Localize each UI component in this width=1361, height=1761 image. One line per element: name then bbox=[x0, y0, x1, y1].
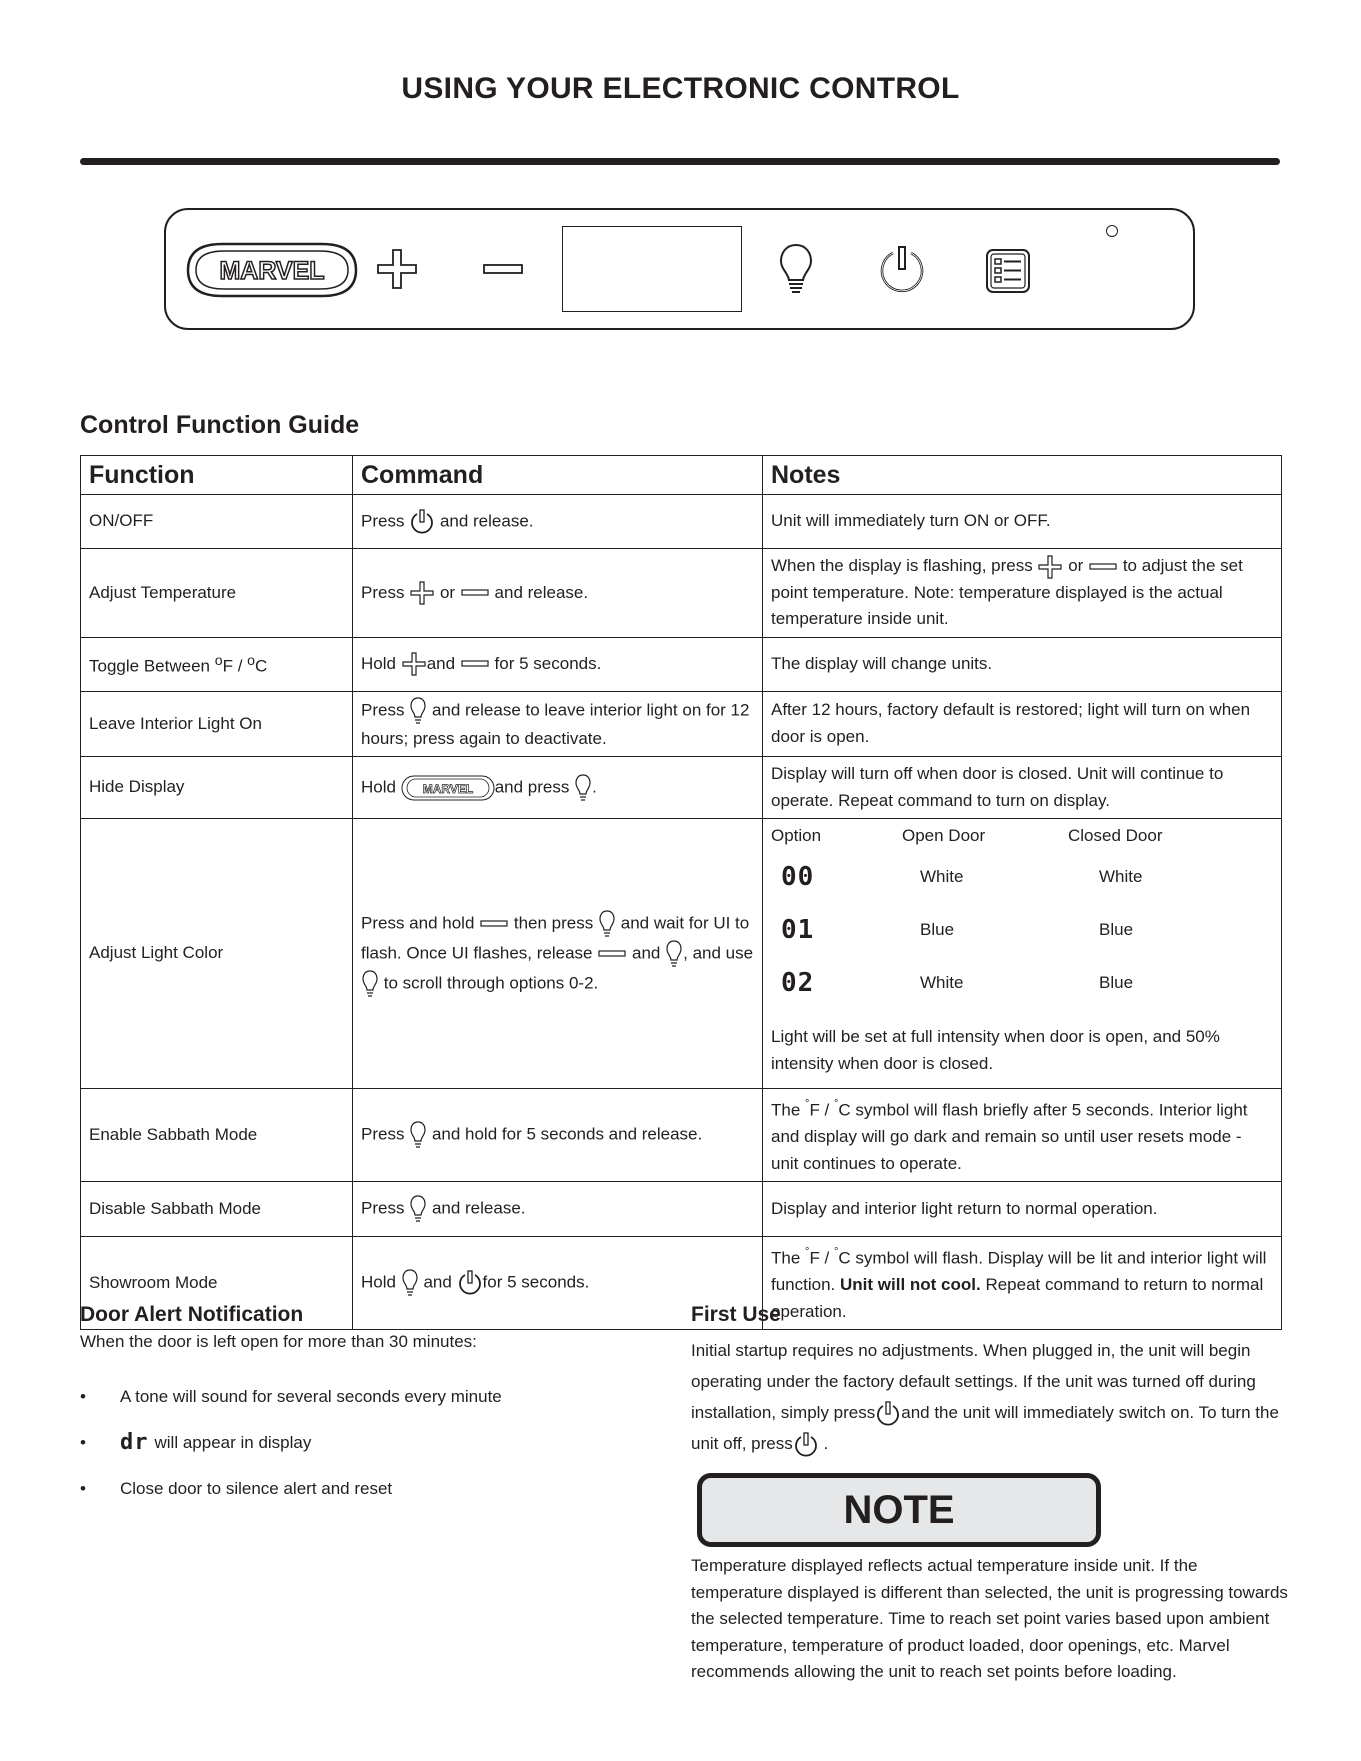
notes-text: The bbox=[771, 1100, 801, 1120]
door-alert-section bbox=[80, 1300, 640, 1512]
power-icon bbox=[878, 245, 926, 293]
notes-bold-text: Unit will not cool. bbox=[840, 1275, 981, 1295]
section-title-control-guide: Control Function Guide bbox=[80, 411, 360, 439]
options-header-open: Open Door bbox=[902, 825, 986, 845]
command-text: Press bbox=[361, 1198, 405, 1218]
degree-symbol: ° bbox=[834, 1098, 839, 1111]
command-text: Hold bbox=[361, 653, 396, 673]
function-cell: Leave Interior Light On bbox=[81, 691, 353, 757]
function-text: C bbox=[255, 656, 268, 676]
function-cell: Adjust Temperature bbox=[81, 549, 353, 638]
command-text: and press bbox=[494, 777, 570, 796]
command-text: and bbox=[426, 653, 456, 673]
notes-cell: The display will change units. bbox=[763, 637, 1282, 691]
notes-text: F / bbox=[809, 1100, 830, 1120]
light-bulb-icon bbox=[665, 939, 683, 969]
list-item-text: will appear in display bbox=[154, 1433, 312, 1452]
header-command: Command bbox=[353, 456, 763, 495]
plus-icon bbox=[1037, 554, 1063, 580]
option-closed-color: Blue bbox=[1099, 920, 1134, 940]
degree-symbol: o bbox=[214, 652, 223, 669]
power-icon bbox=[875, 1400, 901, 1428]
minus-icon bbox=[479, 919, 509, 929]
marvel-logo bbox=[182, 238, 362, 302]
function-cell: Disable Sabbath Mode bbox=[81, 1182, 353, 1237]
option-code: 00 bbox=[781, 862, 815, 893]
table-row bbox=[81, 549, 1282, 638]
header-function: Function bbox=[81, 456, 353, 495]
command-text: Press bbox=[361, 582, 405, 602]
first-use-text-part: . bbox=[823, 1434, 829, 1453]
command-text: and wait for UI to flash. Once UI flashes, release bbox=[361, 913, 750, 962]
function-text: F / bbox=[222, 656, 243, 676]
notes-text: Repeat command to return to normal operation. bbox=[771, 1275, 1264, 1321]
command-text: and release to leave interior light on for 12 hours; press again to deactivate. bbox=[361, 700, 750, 748]
menu-icon bbox=[985, 248, 1031, 294]
command-text: and release. bbox=[494, 582, 589, 602]
command-text: Press bbox=[361, 1124, 405, 1144]
notes-cell: Display will turn off when door is closed. Unit will continue to operate. Repeat command to turn on display. bbox=[763, 757, 1282, 819]
table-row bbox=[81, 691, 1282, 757]
command-cell bbox=[353, 1182, 763, 1237]
notes-cell bbox=[763, 1089, 1282, 1182]
door-alert-code: • dr bbox=[120, 1430, 149, 1455]
command-text: Press bbox=[361, 700, 405, 719]
command-text: for 5 seconds. bbox=[494, 653, 602, 673]
notes-cell bbox=[763, 819, 1282, 1089]
command-cell bbox=[353, 691, 763, 757]
notes-text: C symbol will flash briefly after 5 seconds. Interior light and display will go dark and remain so until user resets mode - unit continues to operate. bbox=[771, 1100, 1248, 1173]
marvel-logo-text: MARVEL bbox=[219, 257, 325, 285]
option-open-color: White bbox=[920, 867, 964, 887]
command-text: Press and hold bbox=[361, 913, 475, 932]
command-cell bbox=[353, 819, 763, 1089]
list-item bbox=[80, 1374, 640, 1420]
option-code: 02 bbox=[781, 968, 815, 999]
first-use-text-part: and the unit will immediately switch on. To turn the unit off, press bbox=[691, 1403, 1279, 1453]
notes-text: When the display is flashing, press bbox=[771, 556, 1033, 575]
command-text: and use bbox=[692, 943, 754, 962]
minus-icon bbox=[1088, 562, 1118, 572]
indicator-led bbox=[1106, 225, 1118, 237]
command-text: and bbox=[423, 1272, 452, 1292]
plus-icon bbox=[376, 248, 418, 290]
door-alert-intro: When the door is left open for more than 30 minutes: bbox=[80, 1332, 477, 1351]
function-cell: Showroom Mode bbox=[81, 1237, 353, 1330]
command-text: and release. bbox=[439, 510, 534, 530]
title-rule bbox=[80, 158, 1280, 165]
header-notes: Notes bbox=[763, 456, 1282, 495]
command-text: and hold for 5 seconds and release. bbox=[431, 1124, 703, 1144]
first-use-title: First Use bbox=[691, 1303, 781, 1326]
command-text: . bbox=[592, 777, 597, 796]
option-row bbox=[771, 904, 1273, 957]
options-header-option: Option bbox=[771, 825, 822, 845]
note-text: Temperature displayed reflects actual temperature inside unit. If the temperature displayed is different than selected, the unit is progressing towards the selected temperature. Time to reach set point varies based upon ambient temperature, temperature of product loaded, door openings, etc. Marvel recommends allowing the unit to reach set points before loading. bbox=[691, 1556, 1288, 1681]
plus-icon bbox=[401, 651, 427, 677]
option-open-color: White bbox=[920, 973, 964, 993]
light-bulb-icon bbox=[598, 909, 616, 939]
light-bulb-icon bbox=[401, 1268, 419, 1298]
command-text: Press bbox=[361, 510, 405, 530]
command-cell bbox=[353, 1089, 763, 1182]
option-row bbox=[771, 851, 1273, 904]
command-text: Hold bbox=[361, 777, 396, 796]
function-cell: Hide Display bbox=[81, 757, 353, 819]
function-cell: Enable Sabbath Mode bbox=[81, 1089, 353, 1182]
notes-text: to adjust the set point temperature. Note: temperature displayed is the actual temperature inside unit. bbox=[771, 556, 1243, 629]
options-header bbox=[771, 821, 1273, 851]
light-bulb-icon bbox=[409, 696, 427, 726]
command-cell bbox=[353, 495, 763, 549]
notes-cell: Unit will immediately turn ON or OFF. bbox=[763, 495, 1282, 549]
command-text: or bbox=[439, 582, 456, 602]
list-item bbox=[80, 1466, 640, 1512]
command-text: then press bbox=[513, 913, 594, 932]
table-row bbox=[81, 1089, 1282, 1182]
command-text: and release. bbox=[431, 1198, 526, 1218]
function-cell: ON/OFF bbox=[81, 495, 353, 549]
table-row bbox=[81, 637, 1282, 691]
degree-symbol: ° bbox=[834, 1246, 839, 1259]
list-item bbox=[80, 1420, 640, 1466]
command-cell bbox=[353, 637, 763, 691]
list-item-text: • A tone will sound for several seconds every minute bbox=[120, 1387, 502, 1406]
marvel-logo-text: MARVEL bbox=[422, 781, 473, 796]
option-row bbox=[771, 957, 1273, 1010]
notes-text: or bbox=[1068, 556, 1084, 575]
marvel-logo-icon bbox=[401, 774, 495, 802]
light-bulb-icon bbox=[409, 1120, 427, 1150]
door-alert-list bbox=[80, 1374, 640, 1512]
command-cell bbox=[353, 549, 763, 638]
function-text: Toggle Between bbox=[89, 656, 210, 676]
option-code: 01 bbox=[781, 915, 815, 946]
control-panel-diagram bbox=[164, 208, 1195, 330]
table-header-row bbox=[81, 456, 1282, 495]
notes-cell: After 12 hours, factory default is restored; light will turn on when door is open. bbox=[763, 691, 1282, 757]
options-header-closed: Closed Door bbox=[1068, 825, 1163, 845]
light-bulb-icon bbox=[409, 1194, 427, 1224]
table-row bbox=[81, 495, 1282, 549]
option-open-color: Blue bbox=[920, 920, 955, 940]
door-alert-title: Door Alert Notification bbox=[80, 1303, 304, 1326]
degree-symbol: ° bbox=[805, 1098, 810, 1111]
plus-icon bbox=[409, 580, 435, 606]
table-row bbox=[81, 1182, 1282, 1237]
degree-symbol: ° bbox=[805, 1246, 810, 1259]
power-icon bbox=[793, 1431, 819, 1459]
page-title: USING YOUR ELECTRONIC CONTROL bbox=[401, 72, 960, 105]
light-bulb-icon bbox=[574, 773, 592, 803]
display-window bbox=[562, 226, 742, 312]
function-cell: Adjust Light Color bbox=[81, 819, 353, 1089]
list-item-text: • Close door to silence alert and reset bbox=[120, 1479, 393, 1498]
minus-icon bbox=[460, 659, 490, 669]
power-icon bbox=[409, 508, 435, 536]
command-text: Hold bbox=[361, 1272, 396, 1292]
notes-cell bbox=[763, 549, 1282, 638]
notes-cell bbox=[763, 1237, 1282, 1330]
control-function-table bbox=[80, 455, 1282, 1330]
note-banner: NOTE bbox=[697, 1473, 1101, 1547]
table-row bbox=[81, 819, 1282, 1089]
minus-icon bbox=[597, 949, 627, 959]
option-closed-color: White bbox=[1099, 867, 1143, 887]
table-row bbox=[81, 757, 1282, 819]
light-bulb-icon bbox=[778, 242, 814, 296]
command-text: for 5 seconds. bbox=[482, 1272, 590, 1292]
notes-text: F / bbox=[809, 1248, 830, 1268]
minus-icon bbox=[460, 588, 490, 598]
notes-text: The bbox=[771, 1248, 801, 1268]
power-icon bbox=[457, 1269, 483, 1297]
degree-symbol: o bbox=[247, 652, 256, 669]
notes-text: Light will be set at full intensity when door is open, and 50% intensity when door is closed. bbox=[771, 1027, 1220, 1073]
command-cell bbox=[353, 757, 763, 819]
minus-icon bbox=[482, 262, 524, 276]
function-cell bbox=[81, 637, 353, 691]
command-text: , bbox=[683, 943, 688, 962]
notes-cell: Display and interior light return to normal operation. bbox=[763, 1182, 1282, 1237]
first-use-text bbox=[691, 1335, 1301, 1459]
option-closed-color: Blue bbox=[1099, 973, 1134, 993]
notes-text: C symbol will flash. Display will be lit and interior light will function. bbox=[771, 1248, 1267, 1295]
light-bulb-icon bbox=[361, 969, 379, 999]
first-use-text-part: Initial startup requires no adjustments. When plugged in, the unit will begin operating under the factory default settings. If the unit was turned off during installation, simply press bbox=[691, 1341, 1256, 1422]
command-text: to scroll through options 0-2. bbox=[383, 973, 599, 992]
command-text: and bbox=[631, 943, 661, 962]
